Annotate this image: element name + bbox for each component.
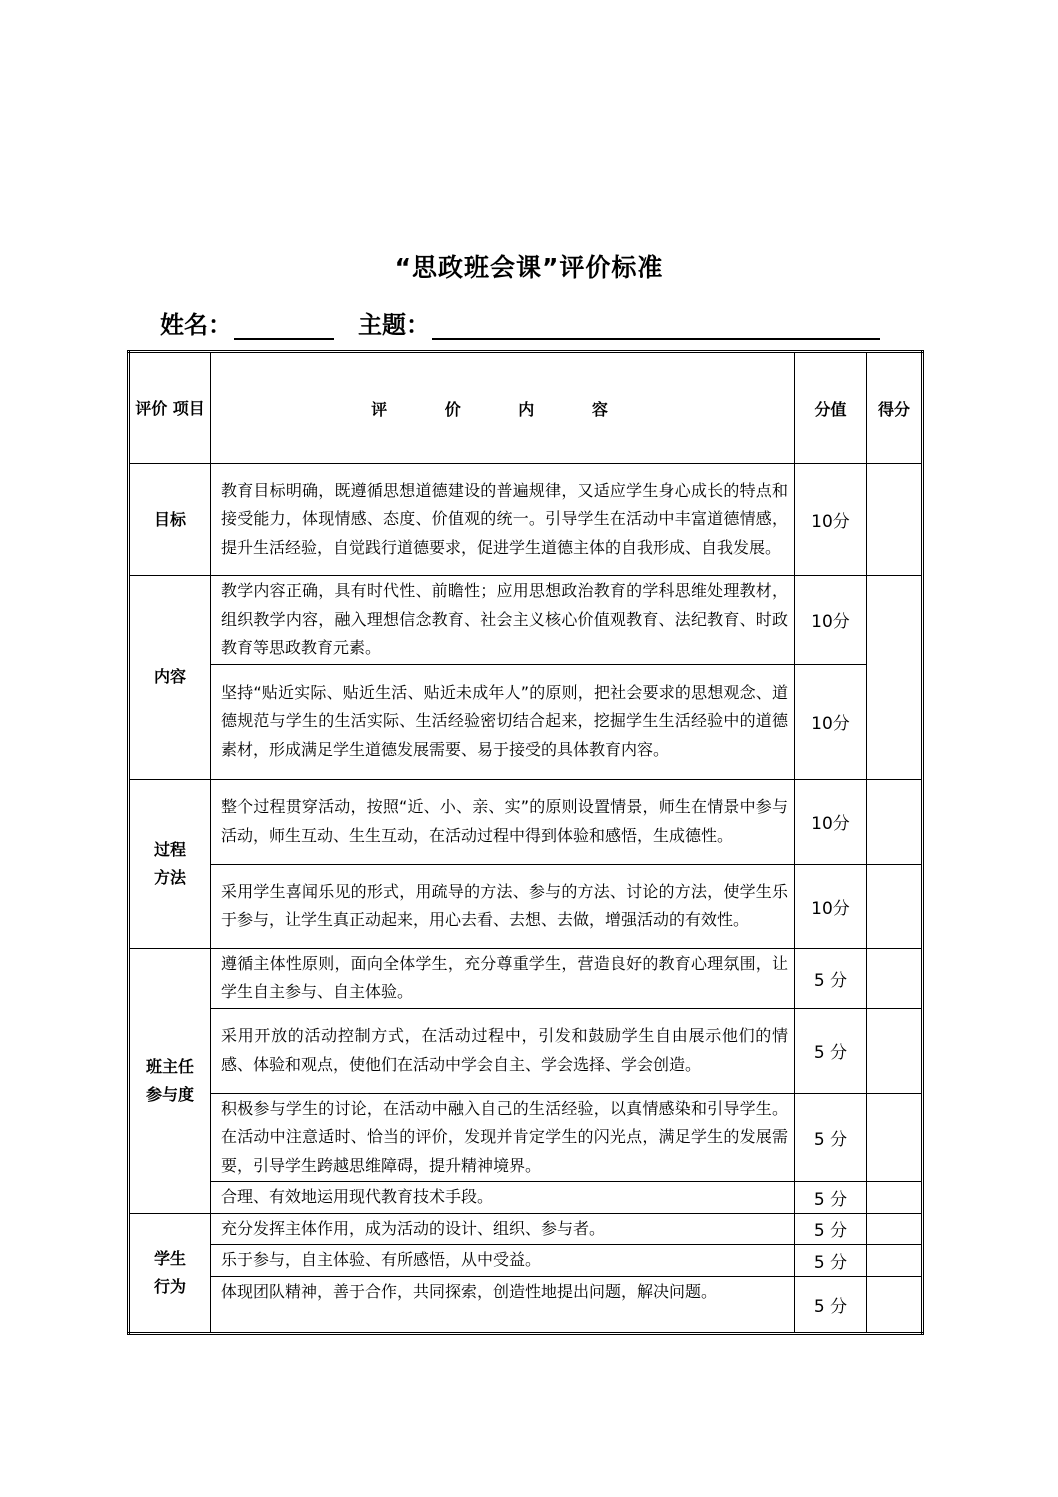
topic-label: 主题： — [358, 311, 430, 339]
got-cell[interactable] — [867, 464, 923, 576]
got-cell[interactable] — [867, 1213, 923, 1245]
header-score: 分值 — [795, 352, 867, 464]
category-content: 内容 — [129, 576, 211, 780]
table-row — [129, 1008, 923, 1093]
score-value: 5 分 — [795, 1245, 867, 1277]
header-category: 评价 项目 — [129, 352, 211, 464]
score-value: 10分 — [795, 464, 867, 576]
topic-field[interactable] — [432, 308, 880, 340]
score-value: 10分 — [795, 576, 867, 665]
got-cell[interactable] — [867, 1093, 923, 1182]
table-row — [129, 864, 923, 948]
header-got: 得分 — [867, 352, 923, 464]
criterion-text: 充分发挥主体作用，成为活动的设计、组织、参与者。 — [211, 1213, 795, 1245]
got-cell[interactable] — [867, 1245, 923, 1277]
name-field[interactable] — [234, 308, 334, 340]
table-row — [129, 576, 923, 665]
criterion-text: 合理、有效地运用现代教育技术手段。 — [211, 1182, 795, 1214]
criterion-text: 积极参与学生的讨论，在活动中融入自己的生活经验，以真情感染和引导学生。在活动中注意适时、恰当的评价，发现并肯定学生的闪光点，满足学生的发展需要，引导学生跨越思维障碍，提升精神境界。 — [211, 1093, 795, 1182]
criterion-text: 体现团队精神，善于合作，共同探索，创造性地提出问题，解决问题。 — [211, 1276, 795, 1333]
score-value: 10分 — [795, 664, 867, 779]
criterion-text: 采用开放的活动控制方式，在活动过程中，引发和鼓励学生自由展示他们的情感、体验和观点，使他们在活动中学会自主、学会选择、学会创造。 — [211, 1008, 795, 1093]
table-row — [129, 1093, 923, 1182]
score-value: 5 分 — [795, 1093, 867, 1182]
got-cell[interactable] — [867, 779, 923, 864]
category-process: 过程 方法 — [129, 779, 211, 948]
score-value: 5 分 — [795, 1182, 867, 1214]
name-label: 姓名： — [160, 311, 232, 339]
score-value: 10分 — [795, 779, 867, 864]
criterion-text: 乐于参与，自主体验、有所感悟，从中受益。 — [211, 1245, 795, 1277]
criterion-text: 采用学生喜闻乐见的形式，用疏导的方法、参与的方法、讨论的方法，使学生乐于参与，让学生真正动起来，用心去看、去想、去做，增强活动的有效性。 — [211, 864, 795, 948]
criterion-text: 坚持“贴近实际、贴近生活、贴近未成年人”的原则，把社会要求的思想观念、道德规范与学生的生活实际、生活经验密切结合起来，挖掘学生生活经验中的道德素材，形成满足学生道德发展需要、易于接受的具体教育内容。 — [211, 664, 795, 779]
category-teacher: 班主任 参与度 — [129, 948, 211, 1213]
got-cell[interactable] — [867, 864, 923, 948]
got-cell[interactable] — [867, 1008, 923, 1093]
table-row — [129, 1276, 923, 1333]
criterion-text: 遵循主体性原则，面向全体学生，充分尊重学生，营造良好的教育心理氛围，让学生自主参与、自主体验。 — [211, 948, 795, 1008]
criterion-text: 教育目标明确，既遵循思想道德建设的普遍规律，又适应学生身心成长的特点和接受能力，体现情感、态度、价值观的统一。引导学生在活动中丰富道德情感，提升生活经验，自觉践行道德要求，促进学生道德主体的自我形成、自我发展。 — [211, 464, 795, 576]
score-value: 5 分 — [795, 1276, 867, 1333]
score-value: 10分 — [795, 864, 867, 948]
page-title: “思政班会课”评价标准 — [394, 253, 664, 282]
table-row — [129, 464, 923, 576]
criterion-text: 整个过程贯穿活动，按照“近、小、亲、实”的原则设置情景，师生在情景中参与活动，师生互动、生生互动，在活动过程中得到体验和感悟，生成德性。 — [211, 779, 795, 864]
table-row — [129, 664, 923, 779]
category-goal: 目标 — [129, 464, 211, 576]
form-header — [160, 304, 880, 340]
table-row — [129, 1213, 923, 1245]
score-value: 5 分 — [795, 948, 867, 1008]
category-student: 学生 行为 — [129, 1213, 211, 1333]
got-cell[interactable] — [867, 1276, 923, 1333]
table-row — [129, 1182, 923, 1214]
score-value: 5 分 — [795, 1213, 867, 1245]
table-row — [129, 1245, 923, 1277]
got-cell[interactable] — [867, 948, 923, 1008]
got-cell[interactable] — [867, 1182, 923, 1214]
score-value: 5 分 — [795, 1008, 867, 1093]
table-header-row — [129, 352, 923, 464]
header-content: 评 价 内 容 — [211, 352, 795, 464]
got-cell[interactable] — [867, 576, 923, 780]
evaluation-table — [127, 350, 924, 1335]
criterion-text: 教学内容正确，具有时代性、前瞻性；应用思想政治教育的学科思维处理教材，组织教学内容，融入理想信念教育、社会主义核心价值观教育、法纪教育、时政教育等思政教育元素。 — [211, 576, 795, 665]
table-row — [129, 948, 923, 1008]
table-row — [129, 779, 923, 864]
